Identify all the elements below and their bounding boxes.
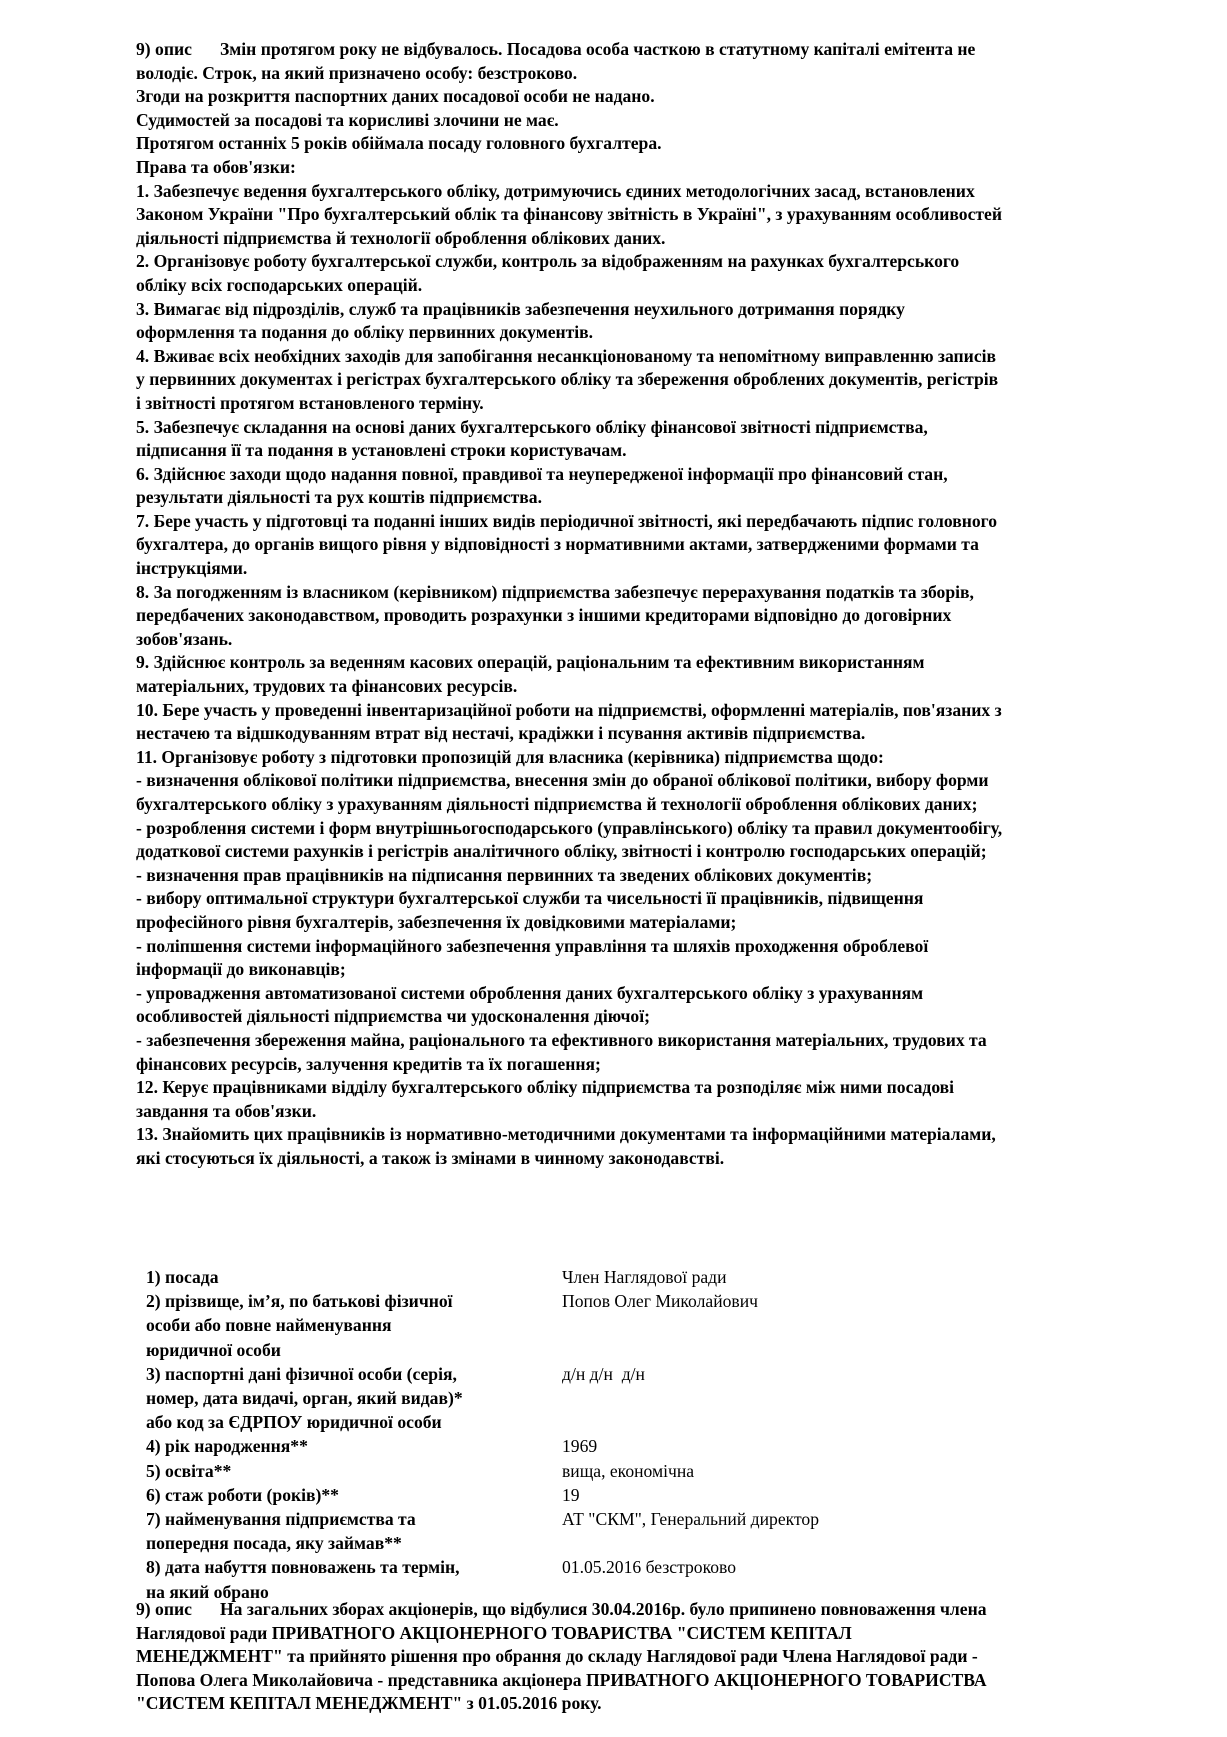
field-label-line: 8) дата набуття повноважень та термін,	[146, 1557, 460, 1578]
description-text-line: які стосуються їх діяльності, а також із змінами в чинному законодавстві.	[136, 1147, 725, 1168]
description-text-line: МЕНЕДЖМЕНТ" та прийнято рішення про обрання до складу Наглядової ради Члена Наглядової ради -	[136, 1646, 978, 1667]
description-label: 9) опис	[136, 1599, 192, 1619]
field-label-line: 6) стаж роботи (років)**	[146, 1484, 339, 1505]
field-label-line: 2) прізвище, ім’я, по батькові фізичної	[146, 1291, 453, 1312]
field-label	[146, 1555, 562, 1603]
description-text-line: 13. Знайомить цих працівників із нормативно-методичними документами та інформаційними матеріалами,	[136, 1124, 996, 1145]
description-text-line: бухгалтера, до органів вищого рівня у відповідності з нормативними актами, затвердженими формами та	[136, 534, 979, 555]
field-label	[146, 1265, 562, 1289]
description-text-line: зобов'язань.	[136, 628, 233, 649]
description-text-line: 5. Забезпечує складання на основі даних бухгалтерського обліку фінансової звітності підприємства,	[136, 416, 928, 437]
field-label-line: особи або повне найменування	[146, 1315, 392, 1336]
description-text-line: 3. Вимагає від підрозділів, служб та працівників забезпечення неухильного дотримання порядку	[136, 298, 905, 319]
field-value: Попов Олег Миколайович	[562, 1291, 758, 1312]
description-text-line: 2. Організовує роботу бухгалтерської служби, контроль за відображенням на рахунках бухгалтерського	[136, 251, 960, 272]
description-text-line: результати діяльності та рух коштів підприємства.	[136, 487, 542, 508]
description-text-line: 10. Бере участь у проведенні інвентаризаційної роботи на підприємстві, оформленні матеріалів, пов'язаних з	[136, 699, 1002, 720]
description-text-line: 4. Вживає всіх необхідних заходів для запобігання несанкціонованому та непомітному виправленню записів	[136, 345, 997, 366]
description-text-line: 6. Здійснює заходи щодо надання повної, правдивої та неупередженої інформації про фінансовий стан,	[136, 463, 948, 484]
description-text-line: - упровадження автоматизованої системи оброблення даних бухгалтерського обліку з урахуванням	[136, 982, 924, 1003]
description-text-line: професійного рівня бухгалтерів, забезпечення їх довідковими матеріалами;	[136, 911, 737, 932]
description-text-line: - розроблення системи і форм внутрішньогосподарського (управлінського) обліку та правил документообігу,	[136, 817, 1003, 838]
table-row	[146, 1507, 1162, 1555]
description-text-line: На загальних зборах акціонерів, що відбулися 30.04.2016р. було припинено повноваження члена	[220, 1599, 987, 1619]
table-row	[146, 1555, 1162, 1603]
field-label-line: 3) паспортні дані фізичної особи (серія,	[146, 1363, 457, 1384]
description-text-line: - поліпшення системи інформаційного забезпечення управління та шляхів проходження оброблевої	[136, 935, 929, 956]
field-label	[146, 1289, 562, 1362]
description-text-line: Законом України "Про бухгалтерський облік та фінансову звітність в Україні", з урахуванням особливостей	[136, 204, 1002, 225]
field-value: вища, економічна	[562, 1460, 695, 1481]
description-text-line: діяльності підприємства й технології оброблення облікових даних.	[136, 227, 666, 248]
field-label-line: або код за ЄДРПОУ юридичної особи	[146, 1412, 442, 1433]
description-text-line: "СИСТЕМ КЕПІТАЛ МЕНЕДЖМЕНТ" з 01.05.2016 року.	[136, 1693, 602, 1714]
description-text-line: - визначення облікової політики підприємства, внесення змін до обраної облікової політики, вибору форми	[136, 770, 989, 791]
description-text-line: оформлення та подання до обліку первинних документів.	[136, 322, 594, 343]
field-label-line: 1) посада	[146, 1267, 219, 1287]
table-row	[146, 1362, 1162, 1435]
description-text-line: додаткової системи рахунків і регістрів аналітичного обліку, звітності і контролю господарських операцій;	[136, 841, 987, 862]
description-text-line: передбачених законодавством, проводить розрахунки з іншими кредиторами відповідно до договірних	[136, 605, 952, 626]
table-row	[146, 1459, 1162, 1483]
description-text-line: підписання її та подання в установлені строки користувачам.	[136, 440, 627, 461]
description-text-line: особливостей діяльності підприємства чи удосконалення діючої;	[136, 1006, 650, 1027]
description-text-line: фінансових ресурсів, залучення кредитів та їх погашення;	[136, 1053, 601, 1074]
table-row	[146, 1434, 1162, 1458]
field-value: 1969	[562, 1436, 598, 1457]
description-text-line: Наглядової ради ПРИВАТНОГО АКЦІОНЕРНОГО ТОВАРИСТВА "СИСТЕМ КЕПІТАЛ	[136, 1622, 852, 1643]
person-info-table	[146, 1265, 1162, 1604]
description-first-line	[136, 38, 1176, 62]
description-text-line: у первинних документах і регістрах бухгалтерського обліку та збереження оброблених документів, регістрів	[136, 369, 999, 390]
description-text-line: Судимостей за посадові та корисливі злочини не має.	[136, 109, 559, 130]
description-text-line: Змін протягом року не відбувалось. Посадова особа часткою в статутному капіталі емітента не	[220, 39, 976, 59]
description-text-line: і звітності протягом встановленого терміну.	[136, 392, 484, 413]
board-member-description-section	[136, 1598, 1176, 1716]
field-label	[146, 1507, 562, 1555]
description-text-line: матеріальних, трудових та фінансових ресурсів.	[136, 676, 518, 697]
description-text-line: 7. Бере участь у підготовці та поданні інших видів періодичної звітності, які передбачають підпис головного	[136, 510, 998, 531]
field-label-line: юридичної особи	[146, 1339, 281, 1360]
description-text-line: - забезпечення збереження майна, раціонального та ефективного використання матеріальних, трудових та	[136, 1029, 987, 1050]
field-value: д/н д/н д/н	[562, 1363, 645, 1384]
table-row	[146, 1265, 1162, 1289]
description-text-line: Згоди на розкриття паспортних даних посадової особи не надано.	[136, 86, 655, 107]
field-label-line: номер, дата видачі, орган, який видав)*	[146, 1388, 463, 1409]
description-text-line: 1. Забезпечує ведення бухгалтерського обліку, дотримуючись єдиних методологічних засад, встановлених	[136, 180, 975, 201]
description-text-line: володіє. Строк, на який призначено особу: безстроково.	[136, 62, 578, 83]
field-value: 01.05.2016 безстроково	[562, 1557, 737, 1578]
field-value: АТ "СКМ", Генеральний директор	[562, 1509, 819, 1530]
description-label: 9) опис	[136, 39, 192, 59]
field-label	[146, 1483, 562, 1507]
description-text-line: 8. За погодженням із власником (керівником) підприємства забезпечує перерахування податків та зборів,	[136, 581, 974, 602]
officer-description-section	[136, 38, 1176, 1171]
field-label-line: на який обрано	[146, 1581, 269, 1602]
description-text-line: Протягом останніх 5 років обіймала посаду головного бухгалтера.	[136, 133, 662, 154]
description-text-line: - визначення прав працівників на підписання первинних та зведених облікових документів;	[136, 864, 873, 885]
description-text-line: обліку всіх господарських операцій.	[136, 274, 423, 295]
field-label	[146, 1434, 562, 1458]
field-label-line: 4) рік народження**	[146, 1436, 308, 1457]
description-text-line: 9. Здійснює контроль за веденням касових операцій, раціональним та ефективним використанням	[136, 652, 925, 673]
description-text-line: - вибору оптимальної структури бухгалтерської служби та чисельності її працівників, підвищення	[136, 888, 924, 909]
field-label-line: 5) освіта**	[146, 1460, 232, 1481]
description-text-line: 12. Керує працівниками відділу бухгалтерського обліку підприємства та розподіляє між ними посадові	[136, 1077, 955, 1098]
field-value: 19	[562, 1484, 580, 1505]
description-text-line: нестачею та відшкодуванням втрат від нестачі, крадіжки і псування активів підприємства.	[136, 723, 866, 744]
field-value: Член Наглядової ради	[562, 1267, 727, 1287]
description-first-line	[136, 1598, 1176, 1622]
description-text-line: Права та обов'язки:	[136, 156, 296, 177]
field-label-line: попередня посада, яку займав**	[146, 1533, 402, 1554]
table-row	[146, 1483, 1162, 1507]
description-text-line: інструкціями.	[136, 558, 248, 579]
description-text-line: інформації до виконавців;	[136, 959, 346, 980]
description-text-line: Попова Олега Миколайовича - представника акціонера ПРИВАТНОГО АКЦІОНЕРНОГО ТОВАРИСТВА	[136, 1669, 987, 1690]
description-text-line: завдання та обов'язки.	[136, 1100, 317, 1121]
field-label-line: 7) найменування підприємства та	[146, 1509, 416, 1530]
description-text-line: бухгалтерського обліку з урахуванням діяльності підприємства й технології оброблення облікових даних;	[136, 794, 978, 814]
field-label	[146, 1459, 562, 1483]
description-text-line: 11. Організовує роботу з підготовки пропозицій для власника (керівника) підприємства щодо:	[136, 746, 884, 767]
table-row	[146, 1289, 1162, 1362]
field-label	[146, 1362, 562, 1435]
